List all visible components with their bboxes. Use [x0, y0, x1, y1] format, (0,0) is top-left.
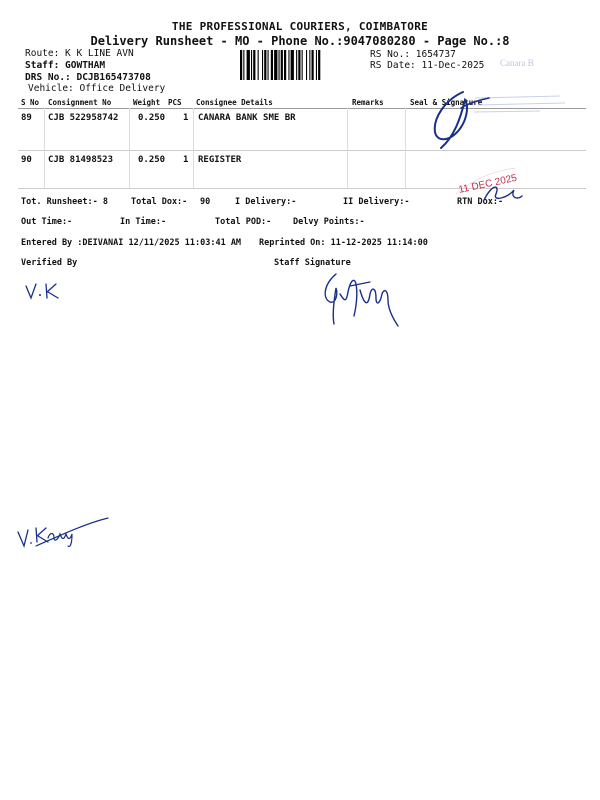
row-1-consignment: CJB 522958742 — [48, 113, 119, 123]
staff-text: Staff: GOWTHAM — [25, 60, 106, 71]
i-delivery: I Delivery:- — [235, 197, 297, 207]
vehicle-text: Vehicle: Office Delivery — [28, 83, 166, 94]
date-stamp-text: 11 DEC 2025 — [457, 172, 518, 196]
reprinted-on: Reprinted On: 11-12-2025 11:14:00 — [259, 238, 428, 248]
row-1-consignee: CANARA BANK SME BR — [198, 113, 296, 123]
column-divider — [405, 108, 406, 188]
col-pcs: PCS — [168, 98, 182, 107]
column-divider — [193, 108, 194, 188]
col-consignment: Consignment No — [48, 98, 112, 107]
column-divider — [347, 108, 348, 188]
row-2-pcs: 1 — [183, 155, 189, 165]
total-dox-label: Total Dox:- — [131, 197, 188, 207]
column-divider — [44, 108, 45, 188]
col-consignee: Consignee Details — [196, 98, 273, 107]
row-2-weight: 0.250 — [138, 155, 166, 165]
rtn-dox: RTN Dox:- — [457, 197, 504, 207]
company-title: THE PROFESSIONAL COURIERS, COIMBATORE — [171, 20, 429, 33]
row-1-pcs: 1 — [183, 113, 189, 123]
table-row-divider — [18, 150, 586, 151]
row-1-weight: 0.250 — [138, 113, 166, 123]
delvy-points: Delvy Points:- — [293, 217, 365, 227]
total-pod: Total POD:- — [215, 217, 272, 227]
lower-signature-ink — [14, 510, 114, 552]
verified-initials-ink — [22, 278, 66, 304]
entered-by: Entered By :DEIVANAI 12/11/2025 11:03:41 AM — [21, 238, 242, 248]
in-time: In Time:- — [120, 217, 167, 227]
staff-signature-label: Staff Signature — [274, 258, 351, 268]
col-weight: Weight — [133, 98, 161, 107]
consignee-signature-ink — [425, 86, 495, 154]
column-divider — [129, 108, 130, 188]
ink-scribble — [480, 180, 526, 206]
verified-by-label: Verified By — [21, 258, 78, 268]
total-dox-value: 90 — [200, 197, 211, 207]
col-remarks: Remarks — [352, 98, 384, 107]
ii-delivery: II Delivery:- — [343, 197, 410, 207]
row-2-consignment: CJB 81498523 — [48, 155, 114, 165]
row-2-consignee: REGISTER — [198, 155, 242, 165]
row-2-sno: 90 — [21, 155, 32, 165]
col-sno: S No — [21, 98, 40, 107]
tot-runsheet: Tot. Runsheet:- 8 — [21, 197, 108, 207]
rs-number: RS No.: 1654737 — [370, 49, 456, 60]
faint-bank-stamp: Canara B — [500, 58, 534, 68]
runsheet-subtitle: Delivery Runsheet - MO - Phone No.:9047080280 - Page No.:8 — [90, 34, 510, 48]
rs-date: RS Date: 11-Dec-2025 — [370, 60, 485, 71]
col-seal-signature: Seal & Signature — [410, 98, 483, 107]
route-text: Route: K K LINE AVN — [25, 48, 134, 59]
staff-signature-ink — [316, 264, 408, 330]
drs-number: DRS No.: DCJB165473708 — [25, 72, 151, 83]
out-time: Out Time:- — [21, 217, 73, 227]
row-1-sno: 89 — [21, 113, 32, 123]
barcode-image — [240, 50, 366, 80]
